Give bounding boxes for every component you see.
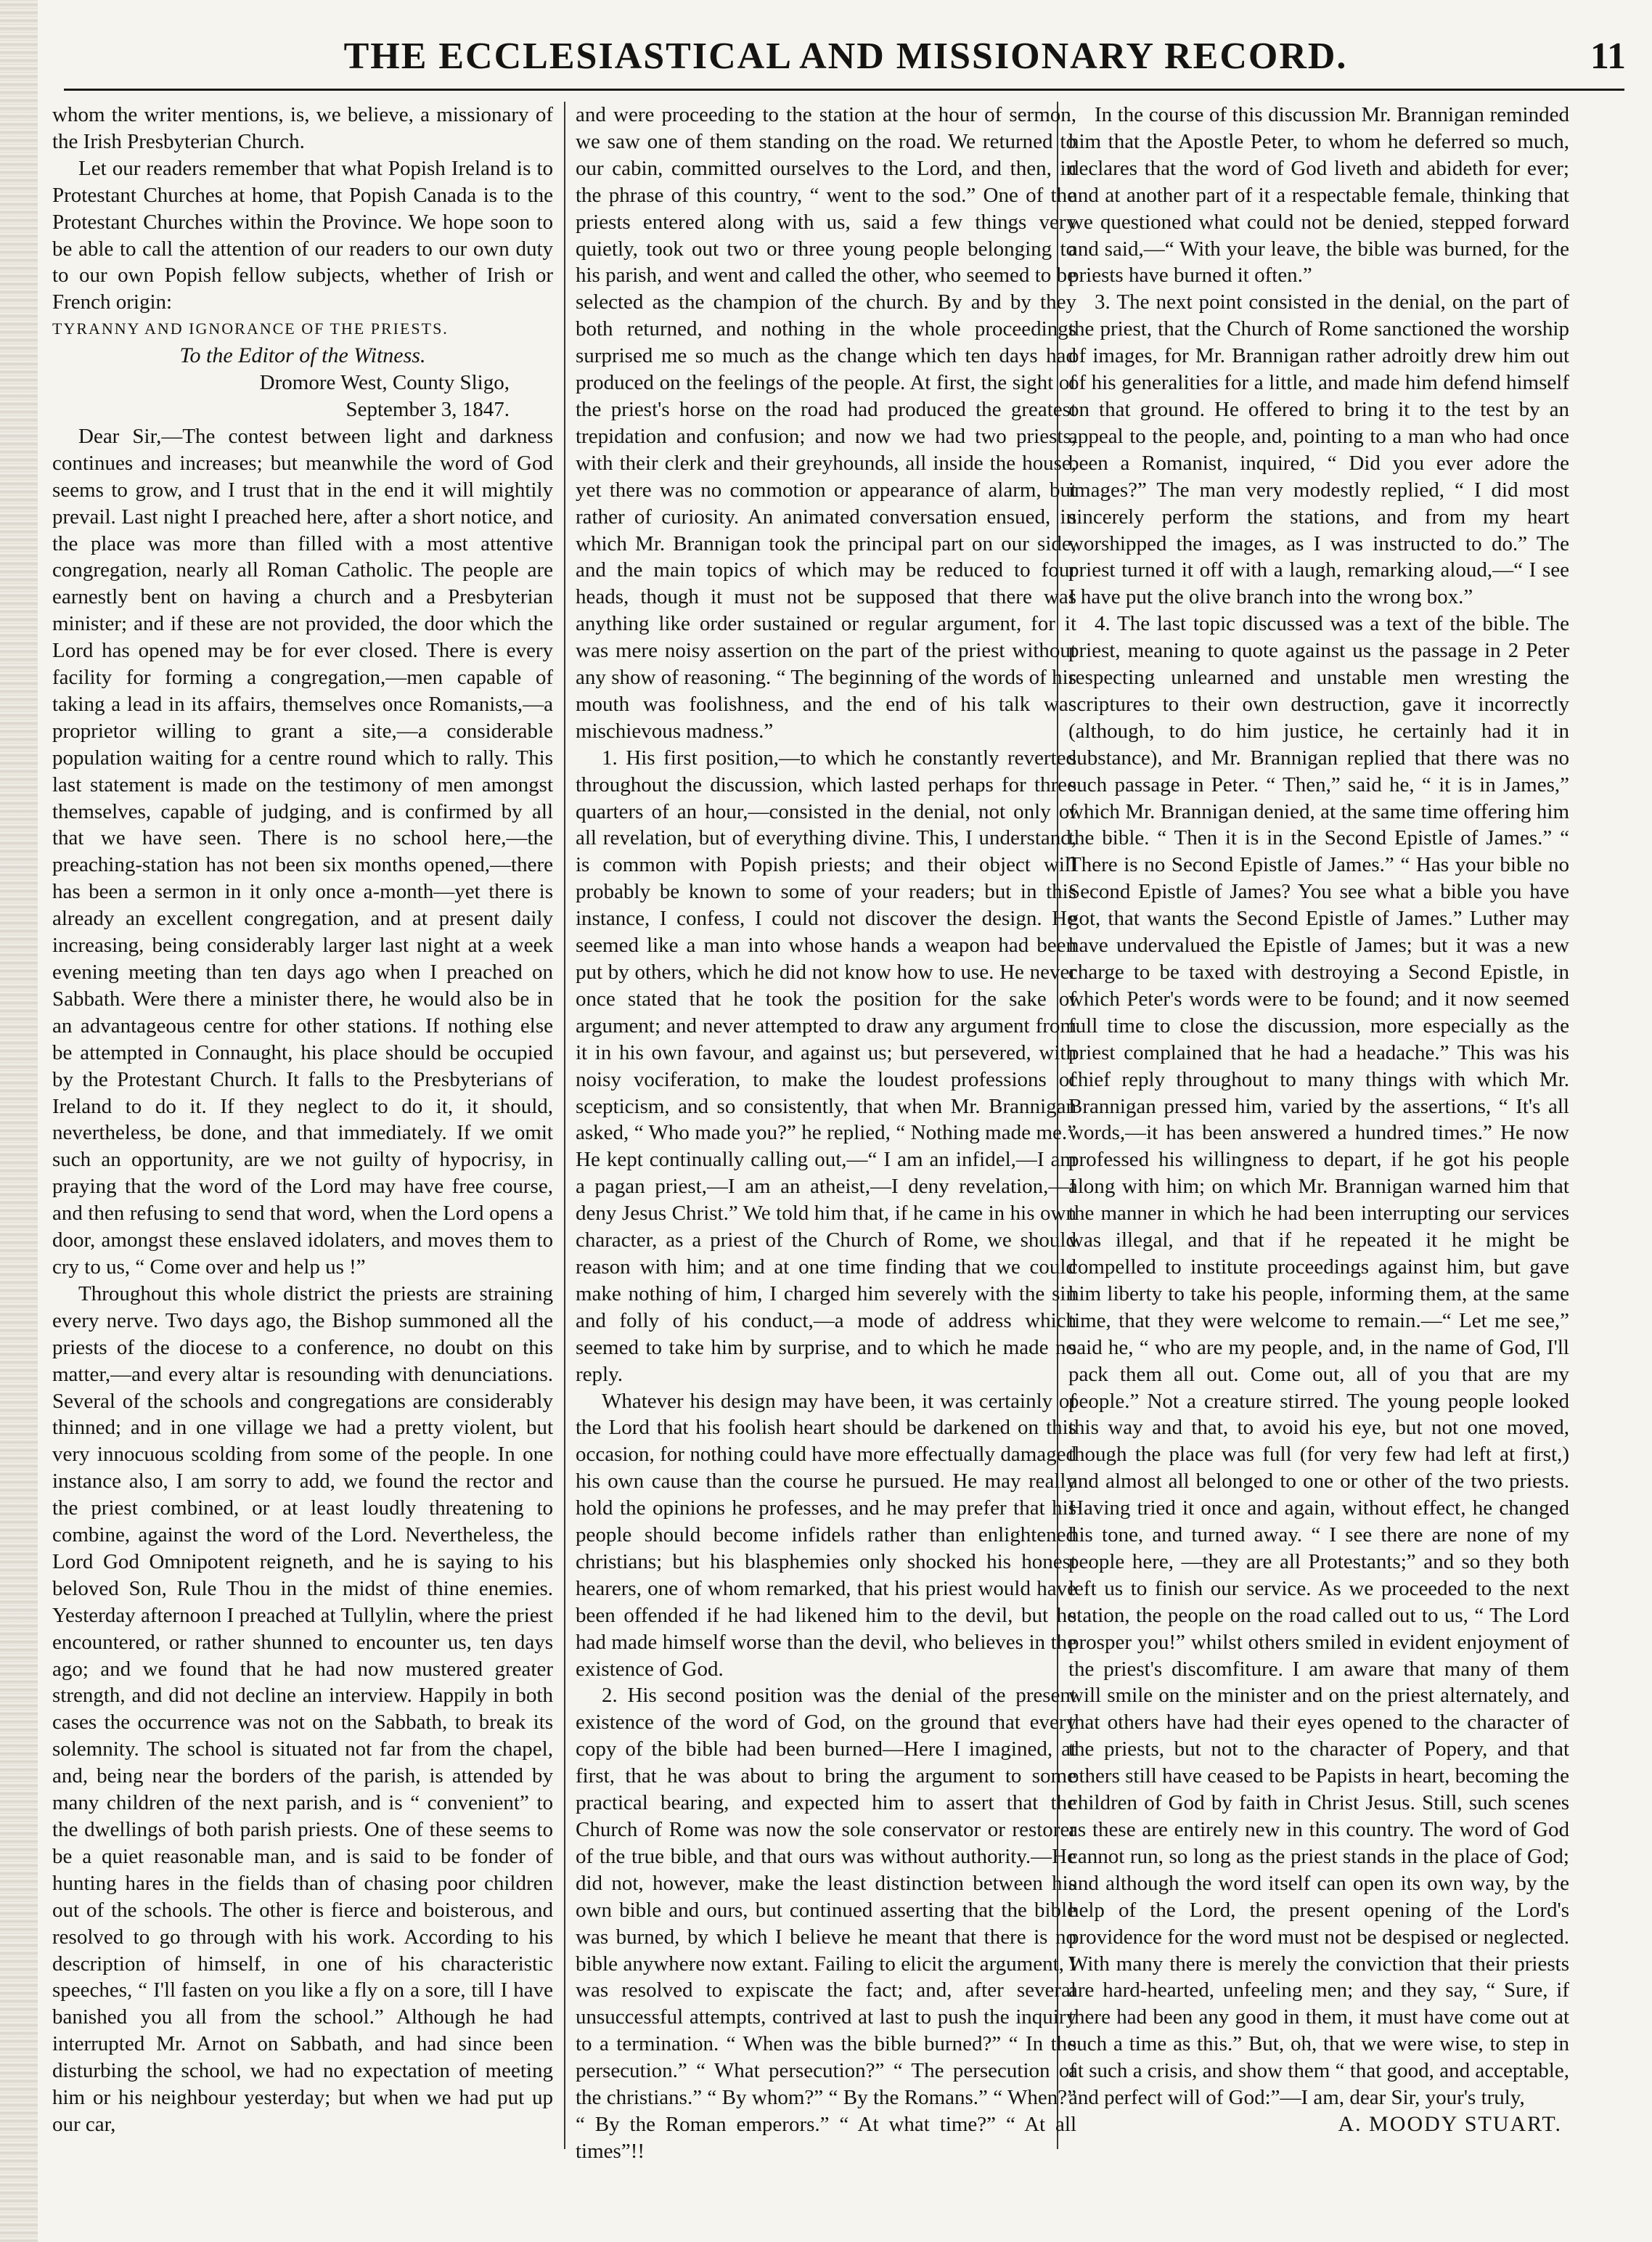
dateline-place: Dromore West, County Sligo, bbox=[259, 371, 510, 395]
paragraph: and were proceeding to the station at the hour of sermon, we saw one of them standing on the road. We returned to our cabin, committed ourselves to the Lord, and then, in the phrase of this country, “ went to the sod.” One of the priests entered along with us, said a few things very quietly, took out two or three young people belonging to his parish, and went and called the other, who seemed to be selected as the champion of the church. By and by they both returned, and nothing in the whole proceedings surprised me so much as the change which ten days had produced on the feelings of the people. At first, the sight of the priest's horse on the road had produced the greatest trepidation and confusion; and now we had two priests, with their clerk and their greyhounds, all inside the house, yet there was no commotion or appearance of alarm, but rather of curiosity. An animated conversation ensued, in which Mr. Brannigan took the principal part on our side, and the main topics of which may be reduced to four heads, though it must not be supposed that there was anything like order sustained or regular argument, for it was mere noisy assertion on the part of the priest without any show of reasoning. “ The beginning of the words of his mouth was foolishness, and the end of his talk was mischievous madness.” bbox=[576, 103, 1076, 743]
page-header bbox=[65, 13, 1626, 93]
column-1 bbox=[52, 102, 553, 2178]
column-divider bbox=[564, 102, 565, 2149]
paragraph: 3. The next point consisted in the denial, on the part of the priest, that the Church of Rome sanctioned the worship of images, for Mr. Brannigan rather adroitly drew him out of his generalities for a little, and made him defend himself on that ground. He offered to bring it to the test by an appeal to the people, and, pointing to a man who had once been a Romanist, inquired, “ Did you ever adore the images?” The man very modestly replied, “ I did most sincerely perform the stations, and from my heart worshipped the images, as I was instructed to do.” The priest turned it off with a laugh, remarking aloud,—“ I see I have put the olive branch into the wrong box.” bbox=[1068, 290, 1569, 609]
paragraph: 4. The last topic discussed was a text of the bible. The priest, meaning to quote against us the passage in 2 Peter respecting unlearned and unstable men wresting the scriptures to their own destruction, gave it incorrectly (although, to do him justice, he certainly had it in substance), and Mr. Brannigan replied that there was no such passage in Peter. “ Then,” said he, “ it is in James,” which Mr. Brannigan denied, at the same time offering him the bible. “ Then it is in the Second Epistle of James.” “ There is no Second Epistle of James.” “ Has your bible no Second Epistle of James? You see what a bible you have got, that wants the Second Epistle of James.” Luther may have undervalued the Epistle of James; but it was a new charge to be taxed with destroying a Second Epistle, in which Peter's words were to be found; and it now seemed full time to close the discussion, more especially as the priest complained that he had a headache.” This was his chief reply throughout to many things with which Mr. Brannigan pressed him, varied by the assertions, “ It's all words,—it has been answered a hundred times.” He now professed his willingness to depart, if he got his people along with him; on which Mr. Brannigan warned him that the manner in which he had been interrupting our services was illegal, and that if he repeated it he might be compelled to institute proceedings against him, but gave him liberty to take his people, informing them, at the same time, that they were welcome to remain.—“ Let me see,” said he, “ who are my people, and, in the name of God, I'll pack them all out. Come out, all of you that are my people.” Not a creature stirred. The young people looked this way and that, to avoid his eye, but not one moved, though the place was full (for very few had left at first,) and almost all belonged to one or other of the two priests. Having tried it once and again, without effect, he changed his tone, and turned away. “ I see there are none of my people here, —they are all Protestants;” and so they both left us to finish our service. As we proceeded to the next station, the people on the road called out to us, “ The Lord prosper you!” whilst others smiled in evident enjoyment of the priest's discomfiture. I am aware that many of them will smile on the minister and on the priest alternately, and that others have had their eyes opened to the character of the priests, but not to the character of Popery, and that others still have ceased to be Papists in heart, becoming the children of God by faith in Christ Jesus. Still, such scenes as these are entirely new in this country. The word of God cannot run, so long as the priest stands in the place of God; and although the word itself can open its own way, by the help of the Lord, the present opening of the Lord's providence for the word must not be despised or neglected. With many there is merely the conviction that their priests are hard-hearted, unfeeling men; and they say, “ Sure, if there had been any good in them, it must have come out at such a time as this.” But, oh, that we were wise, to step in at such a crisis, and show them “ that good, and acceptable, and perfect will of God:”—I am, dear Sir, your's truly, bbox=[1068, 612, 1569, 2110]
article-heading: TYRANNY AND IGNORANCE OF THE PRIESTS. bbox=[52, 319, 449, 338]
signature: A. MOODY STUART. bbox=[1338, 2111, 1562, 2136]
paragraph: Let our readers remember that what Popish Ireland is to Protestant Churches at home, that Popish Canada is to the Protestant Churches within the Province. We hope soon to be able to call the attention of our readers to our own duty to our own Popish fellow subjects, whether of Irish or French origin: bbox=[52, 156, 553, 314]
column-2 bbox=[576, 102, 1076, 2178]
column-3 bbox=[1068, 102, 1569, 2178]
paragraph: Whatever his design may have been, it was certainly of the Lord that his foolish heart should be darkened on this occasion, for nothing could have more effectually damaged his own cause than the course he pursued. He may really hold the opinions he professes, and he may prefer that his people should become infidels rather than enlightened christians; but his blasphemies only shocked his honest hearers, one of whom remarked, that his priest would have been offended if he had likened him to the devil, but he had made himself worse than the devil, who believes in the existence of God. bbox=[576, 1389, 1076, 1681]
paragraph: whom the writer mentions, is, we believe, a missionary of the Irish Presbyterian Church. bbox=[52, 103, 553, 153]
paragraph: In the course of this discussion Mr. Brannigan reminded him that the Apostle Peter, to whom he deferred so much, declares that the word of God liveth and abideth for ever; and at another part of it a respectable female, thinking that we questioned what could not be denied, stepped forward and said,—“ With your leave, the bible was burned, for the priests have burned it often.” bbox=[1068, 103, 1569, 288]
running-title: THE ECCLESIASTICAL AND MISSIONARY RECORD. bbox=[343, 36, 1348, 77]
article-subheading: To the Editor of the Witness. bbox=[179, 343, 426, 368]
page-number: 11 bbox=[1590, 36, 1626, 77]
torn-page-edge bbox=[0, 0, 38, 2242]
paragraph: 2. His second position was the denial of the present existence of the word of God, on the ground that every copy of the bible had been burned—Here I imagined, at first, that he was about to bring the argument to some practical bearing, and expected him to assert that the Church of Rome was now the sole conservator or restorer of the true bible, and that ours was without authority.—He did not, however, make the least distinction between his own bible and ours, but continued asserting that the bible was burned, by which I believe he meant that there is no bible anywhere now extant. Failing to elicit the argument, I was resolved to expiscate the fact; and, after several unsuccessful attempts, contrived at last to push the inquiry to a termination. “ When was the bible burned?” “ In the persecution.” “ What persecution?” “ The persecution of the christians.” “ By whom?” “ By the Romans.” “ When?” “ By the Roman emperors.” “ At what time?” “ At all times”!! bbox=[576, 1684, 1076, 2163]
dateline-date: September 3, 1847. bbox=[345, 397, 510, 421]
paragraph: Dear Sir,—The contest between light and darkness continues and increases; but meanwhile the word of God seems to grow, and I trust that in the end it will mightily prevail. Last night I preached here, after a short notice, and the place was more than filled with a most attentive congregation, nearly all Roman Catholic. The people are earnestly bent on having a church and a Presbyterian minister; and if these are not provided, the door which the Lord has opened may be for ever closed. There is every facility for forming a congregation,—men capable of taking a lead in its affairs, themselves once Romanists,—a proprietor willing to grant a site,—a considerable population waiting for a centre round which to rally. This last statement is made on the testimony of men amongst themselves, capable of judging, and is confirmed by all that we have seen. There is no school here,—the preaching-station has not been six months opened,—there has been a sermon in it only once a-month—yet there is already an excellent congregation, and at present daily increasing, being considerably larger last night at a week evening meeting than ten days ago when I preached on Sabbath. Were there a minister there, he would also be in an advantageous centre for other stations. If nothing else be attempted in Connaught, his place should be occupied by the Protestant Church. It falls to the Presbyterians of Ireland to do it. If they neglect to do it, it should, nevertheless, be done, and that immediately. If we omit such an opportunity, are we not guilty of hypocrisy, in praying that the word of the Lord may have free course, and then refusing to send that word, when the Lord opens a door, amongst these enslaved idolaters, and moves them to cry to us, “ Come over and help us !” bbox=[52, 424, 553, 1279]
paragraph: 1. His first position,—to which he constantly reverted throughout the discussion, which lasted perhaps for three quarters of an hour,—consisted in the denial, not only of all revelation, but of everything divine. This, I understand, is common with Popish priests; and their object will probably be known to some of your readers; but in this instance, I confess, I could not discover the design. He seemed like a man into whose hands a weapon had been put by others, which he did not know how to use. He never once stated that he took the position for the sake of argument; and never attempted to draw any argument from it in his own favour, and against us; but persevered, with noisy vociferation, to make the loudest professions of scepticism, and so consistently, that when Mr. Brannigan asked, “ Who made you?” he replied, “ Nothing made me.” He kept continually calling out,—“ I am an infidel,—I am a pagan priest,—I am an atheist,—I deny revelation,—I deny Jesus Christ.” We told him that, if he came in his own character, as a priest of the Church of Rome, we should reason with him; and at one time finding that we could make nothing of him, I charged him severely with the sin and folly of his conduct,—a mode of address which seemed to take him by surprise, and to which he made no reply. bbox=[576, 746, 1076, 1386]
paragraph: Throughout this whole district the priests are straining every nerve. Two days ago, the Bishop summoned all the priests of the diocese to a conference, no doubt on this matter,—and every altar is resounding with denunciations. Several of the schools and congregations are considerably thinned; and in one village we had a pretty violent, but very innocuous scolding from some of the people. In one instance also, I am sorry to add, we found the rector and the priest combined, or at least loudly threatening to combine, against the word of the Lord. Nevertheless, the Lord God Omnipotent reigneth, and he is saying to his beloved Son, Rule Thou in the midst of thine enemies. Yesterday afternoon I preached at Tullylin, where the priest encountered, or rather shunned to encounter us, ten days ago; and we found that he had now mustered greater strength, and did not decline an interview. Happily in both cases the occurrence was not on the Sabbath, to break its solemnity. The school is situated not far from the chapel, and, being near the borders of the parish, is attended by many children of the next parish, and is “ convenient” to the dwellings of both parish priests. One of these seems to be a quiet reasonable man, and is said to be fonder of hunting hares in the fields than of chasing poor children out of the schools. The other is fierce and boisterous, and resolved to go through with his work. According to his description of himself, in one of his characteristic speeches, “ I'll fasten on you like a fly on a sore, till I have banished you all from the school.” Although he had interrupted Mr. Arnot on Sabbath, and had since been disturbing the school, we had no expectation of meeting him or his neighbour yesterday; but when we had put up our car, bbox=[52, 1281, 553, 2136]
header-rule bbox=[64, 89, 1624, 91]
